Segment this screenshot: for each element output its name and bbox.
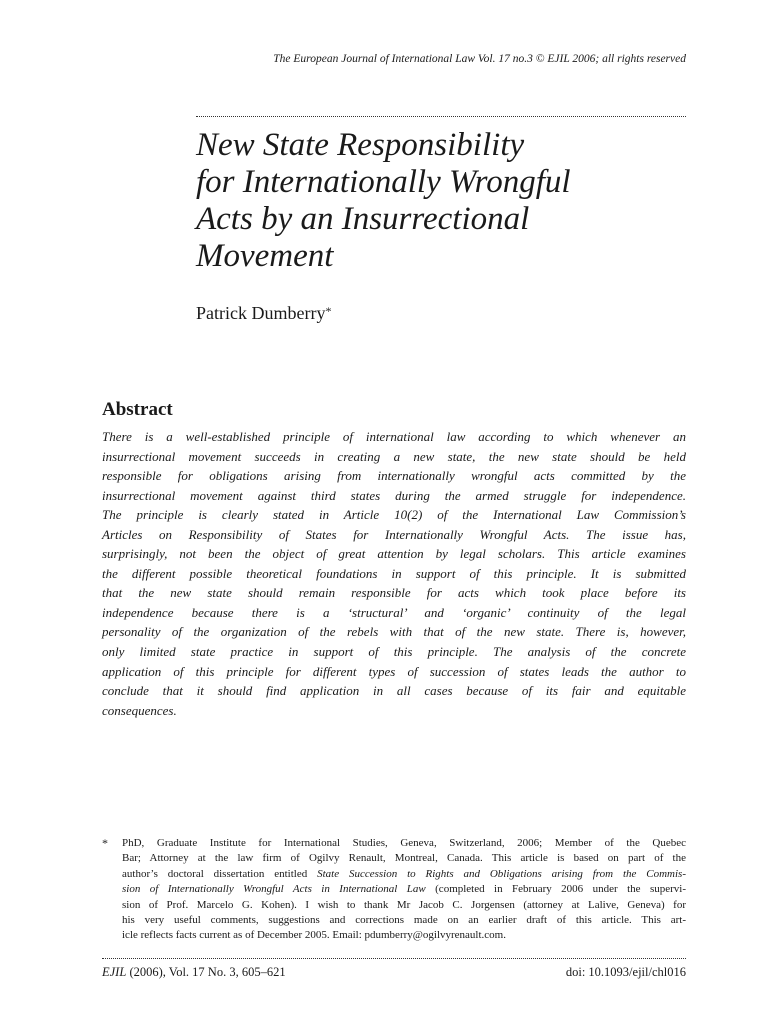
abstract-line: There is a well-established principle of international law according to which whenever an (102, 429, 686, 444)
title-line: Movement (196, 238, 334, 274)
abstract-line: the different possible theoretical foundations in support of this principle. It is submitted (102, 565, 686, 581)
abstract-line: only limited state practice in support of this principle. The analysis of the concrete (102, 644, 686, 660)
footnote-body (122, 836, 686, 944)
abstract-line: insurrectional movement succeeds in creating a new state, the new state should be held (102, 448, 686, 464)
footnote-line-email[interactable]: icle reflects facts current as of December 2005. Email: pdumberry@ogilvyrenault.com. (122, 929, 506, 942)
dissertation-title: State Succession to Rights and Obligations arising from the Commis- (317, 867, 686, 880)
abstract-line: responsible for obligations arising from internationally wrongful acts committed by the (102, 468, 686, 484)
author-name: Patrick Dumberry (196, 303, 326, 323)
abstract-line: conclude that it should find application in all cases because of its fair and equitable (102, 683, 686, 699)
footnote-text: (completed in February 2006 under the supervi- (425, 883, 686, 896)
running-head: The European Journal of International Law Vol. 17 no.3 © EJIL 2006; all rights reserved (273, 53, 686, 65)
abstract-body (102, 427, 686, 720)
abstract-line: surprisingly, not been the object of great attention by legal scholars. This article examines (102, 546, 686, 562)
footnote-line (122, 867, 686, 882)
dissertation-title: sion of Internationally Wrongful Acts in International Law (122, 883, 426, 896)
abstract-line: application of this principle for different types of succession of states leads the author to (102, 663, 686, 679)
doi-link[interactable]: doi: 10.1093/ejil/chl016 (565, 965, 686, 979)
footnote-text: author’s doctoral dissertation entitled (122, 867, 318, 880)
journal-abbrev: EJIL (102, 965, 127, 979)
footnote-marker[interactable]: * (325, 304, 332, 318)
footnote-line: Bar; Attorney at the law firm of Ogilvy Renault, Montreal, Canada. This article is based on part of the (122, 852, 686, 865)
abstract-line: insurrectional movement against third states during the armed struggle for independence. (102, 487, 686, 503)
author-byline (196, 302, 331, 324)
footer-divider (102, 958, 686, 959)
footnote-line (122, 882, 686, 897)
citation-text: (2006), Vol. 17 No. 3, 605–621 (126, 965, 286, 979)
title-line: Acts by an Insurrectional (196, 201, 530, 237)
footnote-mark: * (102, 836, 108, 850)
abstract-line: consequences. (102, 702, 177, 718)
title-divider (196, 116, 686, 117)
abstract-line: Articles on Responsibility of States for Internationally Wrongful Acts. The issue has, (102, 526, 686, 542)
abstract-heading: Abstract (102, 399, 173, 420)
abstract-line: The principle is clearly stated in Article 10(2) of the International Law Commission’s (102, 507, 686, 523)
abstract-line: that the new state should remain responsible for acts which took place before its (102, 585, 686, 601)
title-line: New State Responsibility (196, 127, 525, 163)
article-title (196, 127, 686, 275)
abstract-line: personality of the organization of the rebels with that of the new state. There is, however, (102, 624, 686, 640)
footnote-line: sion of Prof. Marcelo G. Kohen). I wish to thank Mr Jacob C. Jorgensen (attorney at Lalive, Geneva) for (122, 898, 686, 911)
footnote-line: PhD, Graduate Institute for International Studies, Geneva, Switzerland, 2006; Member of the Quebec (122, 837, 686, 849)
title-line: for Internationally Wrongful (196, 164, 571, 200)
journal-citation (102, 964, 286, 980)
abstract-line: independence because there is a ‘structural’ and ‘organic’ continuity of the legal (102, 604, 686, 620)
author-footnote (102, 836, 686, 944)
footnote-line: his very useful comments, suggestions and corrections made on an earlier draft of this article. This art- (122, 914, 686, 927)
